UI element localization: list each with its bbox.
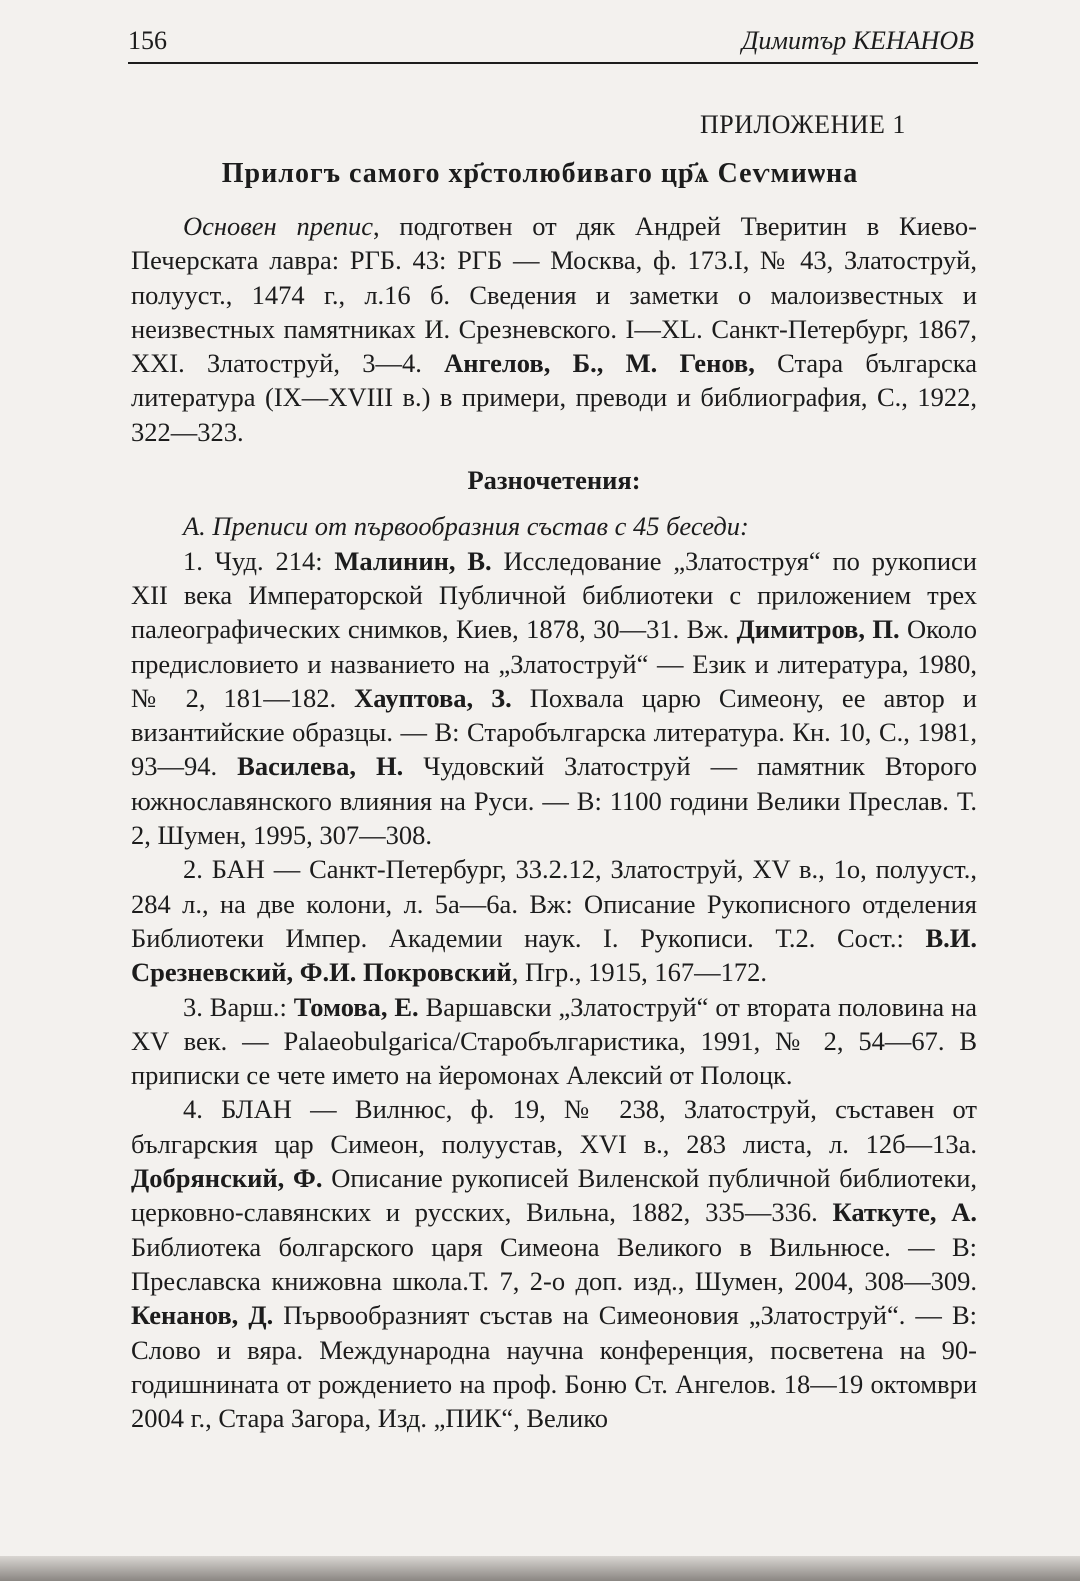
author-name: Томова, Е. (293, 991, 419, 1022)
page-number: 156 (128, 26, 167, 55)
author-name: Кенанов, Д. (131, 1300, 274, 1331)
text-run: Библиотека болгарского царя Симеона Великого в Вильнюсе. — В: Преславска книжовна школа.Т. 7, 2-о доп. изд., Шумен, 2004, 308—309. (131, 1231, 977, 1296)
page-header (128, 22, 978, 64)
author-name: В.И. Срезневский, Ф.И. Покровский (131, 922, 977, 988)
author-name: Малинин, В. (334, 545, 492, 576)
text-run: , Пгр., 1915, 167—172. (511, 957, 767, 988)
text-run: 4. БЛАН — Вилнюс, ф. 19, № 238, Златоструй, съставен от българския цар Симеон, полуустав, XVI в., 283 листа, л. 12б—13а. (131, 1094, 977, 1159)
text-run: Исследование „Златоструя“ по рукописи XII века Императорской Публичной библиотеки с приложением трех палеографических снимков, Киев, 1878, 30—31. Вж. (131, 545, 977, 645)
text-run: , подготвен от дяк Андрей Тверитин в Киево-Печерската лавра: РГБ. 43: РГБ — Москва, ф. 173.I, № 43, Златоструй, полууст., 1474 г., л.16 б. Сведения и заметки о малоизвестных и неизвестных памятниках И. Срезневского. I—XL. Санкт-Петербург, 1867, XXI. Златоструй, 3—4. (131, 211, 977, 379)
author-name: Добрянский, Ф. (131, 1163, 323, 1194)
list-item-3 (131, 990, 977, 1093)
text-run: 2. БАН — Санкт-Петербург, 33.2.12, Златоструй, XV в., 1о, полууст., 284 л., на две колони, л. 5а—6а. Вж: Описание Рукописного отделения Библиотеки Импер. Академии наук. I. Рукописи. Т.2. Сост.: (131, 854, 977, 953)
author-name: Хауптова, З. (354, 682, 512, 713)
variants-heading: Разночетения: (467, 465, 641, 496)
list-item-2 (131, 852, 977, 989)
scan-edge-shadow (0, 1556, 1080, 1581)
text-run: 3. Варш.: (183, 991, 294, 1022)
text-run: Стара българска литература (IX—XVIII в.) в примери, преводи и библиография, С., 1922, 322—323. (131, 348, 977, 447)
author-name: Ангелов, Б., М. Генов, (444, 348, 755, 379)
text-run: Около предисловието и названието на „Златоструй“ — Език и литература, 1980, № 2, 181—182. (131, 614, 977, 713)
text-run: Първообразният състав на Симеоновия „Златоструй“. — В: Слово и вяра. Международна научна конференция, посветена на 90-годишнината от рождението на проф. Боню Ст. Ангелов. 18—19 октомври 2004 г., Стара Загора, Изд. „ПИК“, Велико (131, 1300, 978, 1434)
list-item-1 (131, 544, 977, 853)
author-name: Каткуте, А. (832, 1197, 977, 1228)
text-run: Похвала царю Симеону, ее автор и византийские образцы. — В: Старобългарска литература. Кн. 10, С., 1981, 93—94. (131, 682, 977, 782)
list-item-4 (131, 1092, 977, 1435)
body-text (131, 209, 977, 1435)
italic-lead: Основен препис (183, 211, 373, 241)
paragraph-base-copy (131, 209, 977, 449)
church-slavonic-title: Прилогъ самого хр҃столюбиваго цр҃ѧ Сеѵмиѡна (221, 158, 859, 189)
appendix-label: ПРИЛОЖЕНИЕ 1 (700, 110, 906, 139)
text-run: Описание рукописей Виленской публичной библиотеки, церковно-славянских и русских, Вильна, 1882, 335—336. (131, 1163, 977, 1228)
author-name: Димитров, П. (736, 614, 900, 645)
section-heading-a: А. Преписи от първообразния състав с 45 беседи: (183, 511, 749, 542)
text-run: 1. Чуд. 214: (183, 545, 335, 576)
text-run: Чудовский Златоструй — памятник Второго южнославянского влияния на Руси. — В: 1100 години Велики Преслав. Т. 2, Шумен, 1995, 307—308. (131, 751, 977, 851)
author-name: Василева, Н. (237, 751, 404, 782)
running-head: Димитър КЕНАНОВ (741, 26, 974, 55)
text-run: Варшавски „Златоструй“ от втората половина на XV век. — Palaeobulgarica/Старобългаристика, 1991, № 2, 54—67. В приписки се чете името на йеромонах Алексий от Полоцк. (131, 991, 977, 1091)
